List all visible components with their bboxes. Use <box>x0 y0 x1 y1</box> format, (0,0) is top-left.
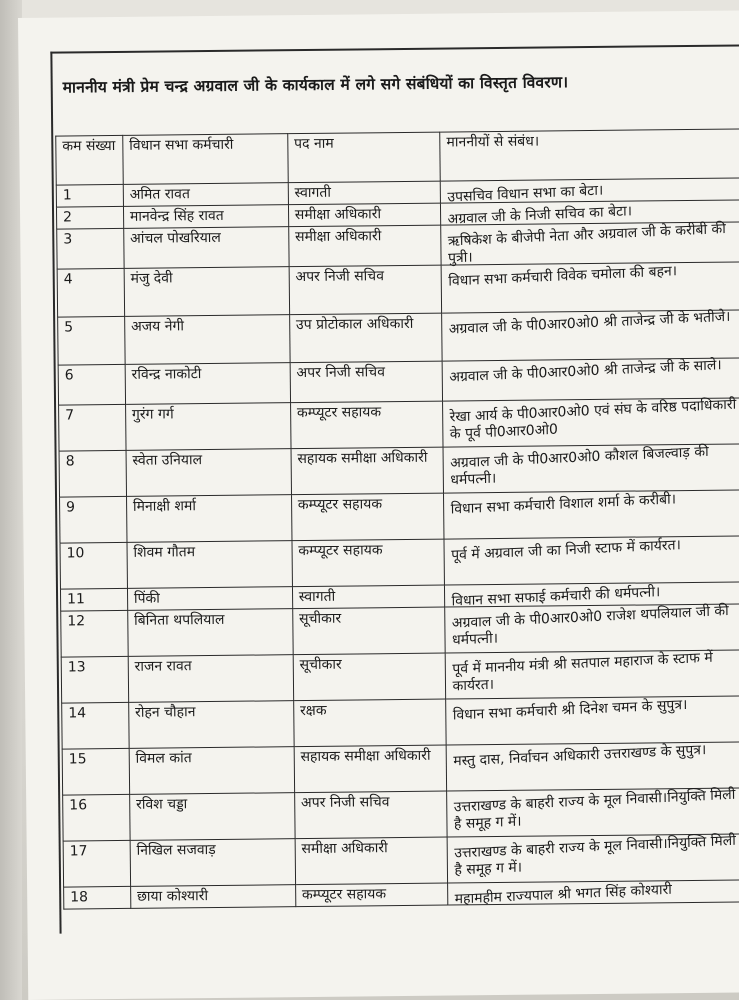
relation-cell: पूर्व में माननीय मंत्री श्री सतपाल महाराज के स्टाफ में कार्यरत। <box>445 645 739 705</box>
header-post: पद नाम <box>287 132 440 183</box>
post-cell: समीक्षा अधिकारी <box>295 837 448 885</box>
serial-cell: 4 <box>57 268 124 317</box>
employee-name-cell: बिनिता थपलियाल <box>128 609 293 657</box>
table-row <box>62 742 739 795</box>
relation-cell: पूर्व में अग्रवाल जी का निजी स्टाफ में कार्यरत। <box>444 531 739 591</box>
employee-name-cell: छाया कोश्यारी <box>130 885 295 909</box>
relation-cell: विधान सभा कर्मचारी विवेक चमोला की बहन। <box>441 257 739 319</box>
serial-cell: 3 <box>57 228 124 269</box>
employee-name-cell: शिवम गौतम <box>127 541 292 589</box>
post-cell: कम्प्यूटर सहायक <box>295 883 448 907</box>
relation-cell: अग्रवाल जी के पी0आर0ओ0 कौशल बिजल्वाड़ की धर्मपत्नी। <box>443 439 739 499</box>
employee-name-cell: रोहन चौहान <box>128 701 293 749</box>
relation-cell: अग्रवाल जी के पी0आर0ओ0 राजेश थपलियाल जी की धर्मपत्नी। <box>445 599 739 659</box>
serial-cell: 18 <box>64 886 131 909</box>
post-cell: सूचीकार <box>292 607 445 655</box>
relation-cell: विधान सभा कर्मचारी विशाल शर्मा के करीबी। <box>444 485 739 545</box>
employee-name-cell: गुरंग गर्ग <box>125 403 290 451</box>
post-cell: समीक्षा अधिकारी <box>288 203 441 227</box>
post-cell: अपर निजी सचिव <box>289 265 442 315</box>
employee-name-cell: मिनाक्षी शर्मा <box>126 495 291 543</box>
relation-cell: ऋषिकेश के बीजेपी नेता और अग्रवाल जी के करीबी की पुत्री। <box>441 217 739 271</box>
table-row <box>61 604 739 657</box>
post-cell: उप प्रोटोकाल अधिकारी <box>289 313 442 363</box>
table-row <box>57 262 739 317</box>
relation-cell: उपसचिव विधान सभा का बेटा। <box>440 173 739 209</box>
relation-cell: मस्तु दास, निर्वाचन अधिकारी उत्तराखण्ड के सुपुत्र। <box>446 737 739 797</box>
employee-name-cell: मंजु देवी <box>124 267 289 317</box>
serial-cell: 10 <box>60 542 127 589</box>
relation-cell: उत्तराखण्ड के बाहरी राज्य के मूल निवासी।नियुक्ति मिली है समूह ग में। <box>447 829 739 889</box>
serial-cell: 8 <box>59 450 126 497</box>
relation-cell: अग्रवाल जी के निजी सचिव का बेटा। <box>441 195 739 231</box>
serial-cell: 15 <box>62 748 129 795</box>
relation-cell: विधान सभा सफाई कर्मचारी की धर्मपत्नी। <box>445 577 739 613</box>
post-cell: सहायक समीक्षा अधिकारी <box>291 447 444 495</box>
table-row <box>63 788 739 841</box>
serial-cell: 17 <box>63 840 130 887</box>
post-cell: स्वागती <box>292 585 445 609</box>
employee-name-cell: रविश चड्डा <box>129 793 294 841</box>
post-cell: अपर निजी सचिव <box>294 791 447 839</box>
serial-cell: 13 <box>61 656 128 703</box>
employee-name-cell: पिंकी <box>127 587 292 611</box>
table-row <box>62 696 739 749</box>
relation-cell: महामहीम राज्यपाल श्री भगत सिंह कोश्यारी <box>448 875 739 911</box>
relation-cell: उत्तराखण्ड के बाहरी राज्य के मूल निवासी।नियुक्ति मिली है समूह ग में। <box>447 783 739 843</box>
post-cell: कम्प्यूटर सहायक <box>292 539 445 587</box>
header-employee: विधान सभा कर्मचारी <box>123 134 288 185</box>
table-row <box>61 650 739 703</box>
serial-cell: 16 <box>63 794 130 841</box>
post-cell: रक्षक <box>293 699 446 747</box>
employee-name-cell: मानवेन्द्र सिंह रावत <box>123 205 288 229</box>
post-cell: सहायक समीक्षा अधिकारी <box>294 745 447 793</box>
serial-cell: 14 <box>62 702 129 749</box>
post-cell: कम्प्यूटर सहायक <box>290 401 443 449</box>
relation-cell: रेखा आर्य के पी0आर0ओ0 एवं संघ के वरिष्ठ पदाधिकारी के पूर्व पी0आर0ओ0 <box>443 393 739 453</box>
employee-name-cell: स्वेता उनियाल <box>126 449 291 497</box>
post-cell: कम्प्यूटर सहायक <box>291 493 444 541</box>
serial-cell: 6 <box>58 364 125 405</box>
employee-name-cell: राजन रावत <box>128 655 293 703</box>
relation-cell: अग्रवाल जी के पी0आर0ओ0 श्री ताजेन्द्र जी के भतीजे। <box>442 305 739 367</box>
employee-name-cell: विमल कांत <box>129 747 294 795</box>
post-cell: समीक्षा अधिकारी <box>288 225 441 267</box>
document-title: माननीय मंत्री प्रेम चन्द्र अग्रवाल जी के कार्यकाल में लगे सगे संबंधियों का विस्तृत विवरण। <box>62 73 569 97</box>
employee-name-cell: रविन्द्र नाकोटी <box>125 363 290 405</box>
relation-cell: विधान सभा कर्मचारी श्री दिनेश चमन के सुपुत्र। <box>446 691 739 751</box>
serial-cell: 1 <box>56 184 123 207</box>
header-relation: माननीयों से संबंध। <box>440 129 739 181</box>
table-row <box>58 310 739 365</box>
serial-cell: 9 <box>60 496 127 543</box>
employee-name-cell: अजय नेगी <box>124 315 289 365</box>
employee-name-cell: आंचल पोखरियाल <box>124 227 289 269</box>
serial-cell: 7 <box>59 404 126 451</box>
table-row <box>63 834 739 887</box>
relation-cell: अग्रवाल जी के पी0आर0ओ0 श्री ताजेन्द्र जी के साले। <box>442 353 739 407</box>
header-serial: कम संख्या <box>56 135 123 185</box>
employee-name-cell: अमित रावत <box>123 183 288 207</box>
employee-name-cell: निखिल सजवाड़ <box>130 839 295 887</box>
table-header-row <box>56 129 739 185</box>
serial-cell: 2 <box>56 206 123 229</box>
relatives-table <box>55 128 739 909</box>
post-cell: सूचीकार <box>293 653 446 701</box>
post-cell: अपर निजी सचिव <box>290 361 443 403</box>
paper-sheet <box>18 10 739 999</box>
post-cell: स्वागती <box>288 181 441 205</box>
serial-cell: 12 <box>61 610 128 657</box>
serial-cell: 5 <box>58 316 125 365</box>
serial-cell: 11 <box>60 588 127 611</box>
